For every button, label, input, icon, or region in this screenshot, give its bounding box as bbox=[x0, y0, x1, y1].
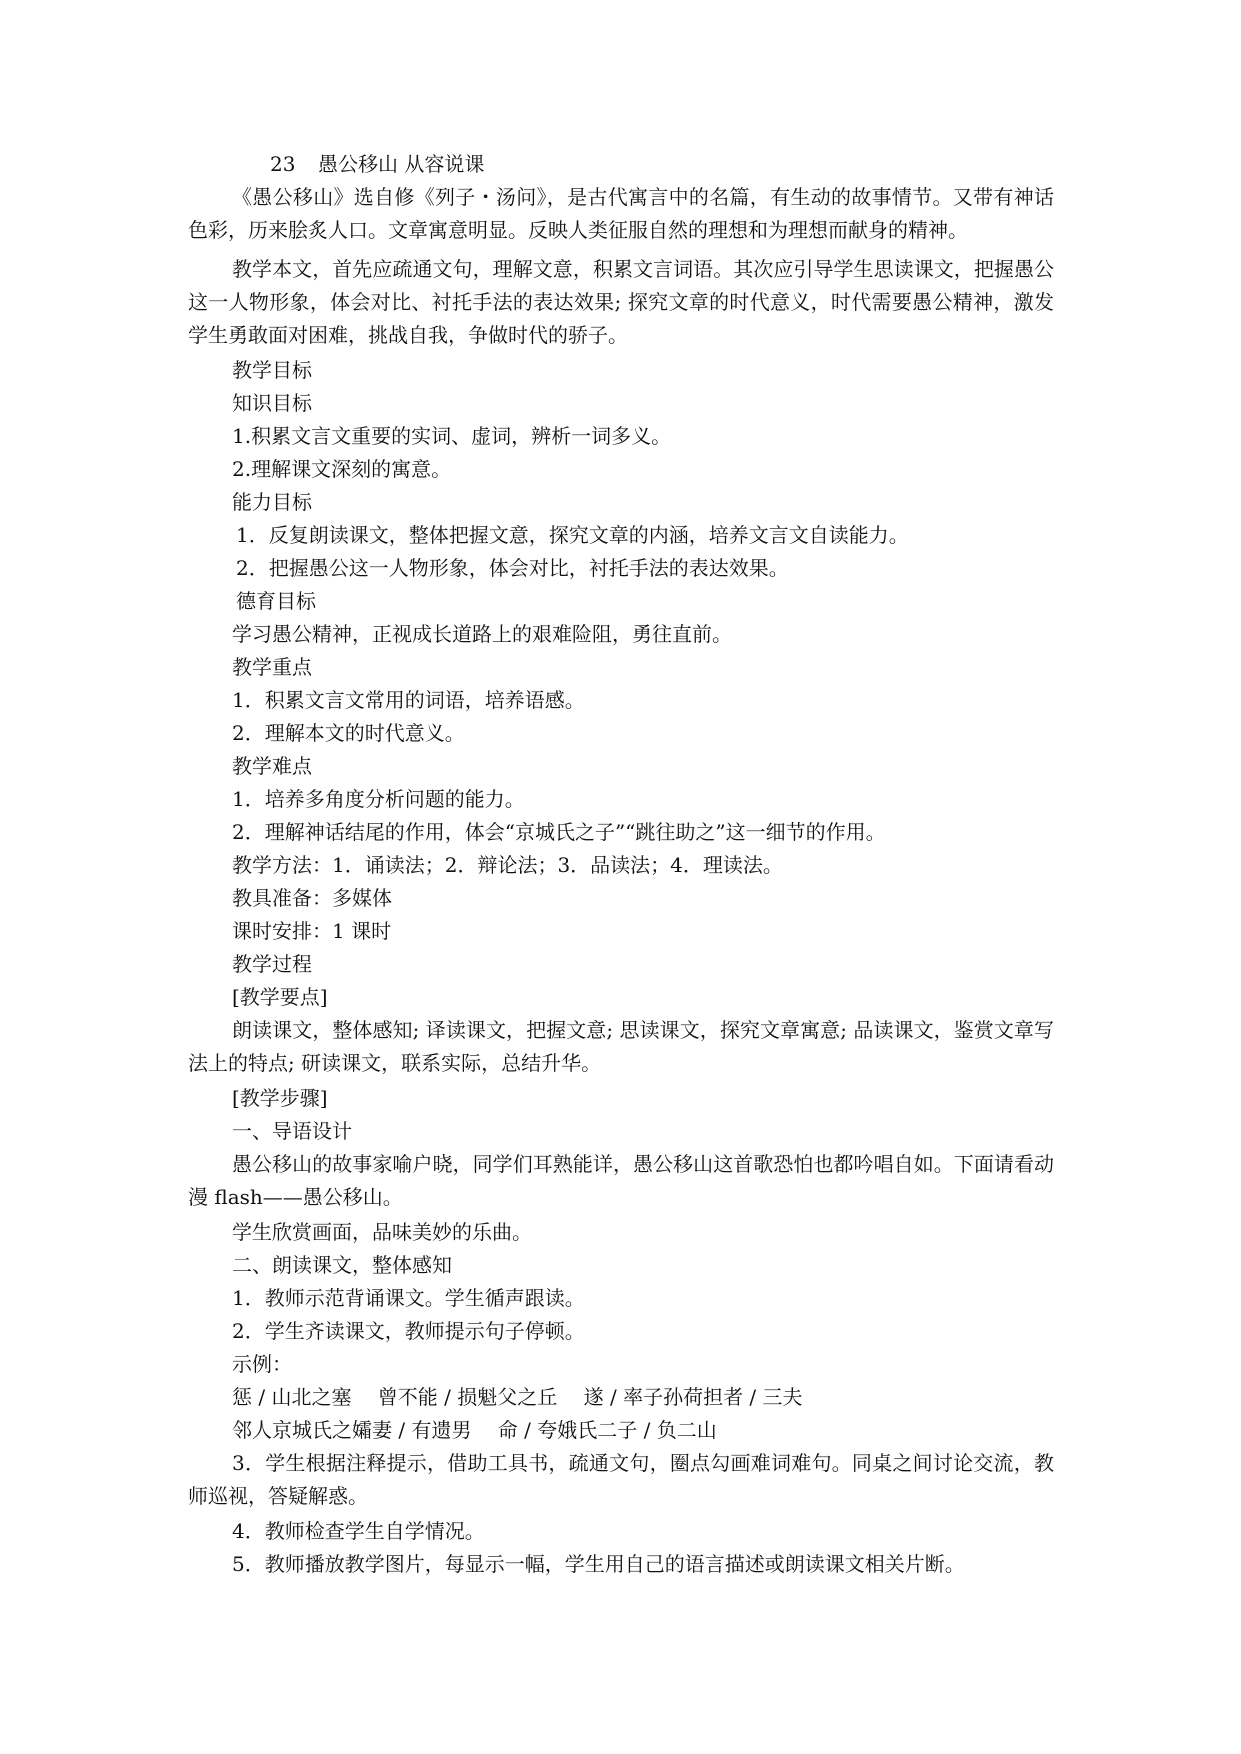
example-line: 惩 / 山北之塞 曾不能 / 损魁父之丘 遂 / 率子孙荷担者 / 三夫 bbox=[232, 1385, 803, 1409]
subsection-heading: 德育目标 bbox=[236, 589, 316, 613]
title-number: 23 bbox=[270, 152, 296, 176]
list-item: 3．学生根据注释提示，借助工具书，疏通文句，圈点勾画难词难句。同桌之间讨论交流，教师巡视，答疑解惑。 bbox=[188, 1451, 1054, 1508]
subsection-heading: 知识目标 bbox=[232, 391, 312, 415]
subsection-heading: [教学要点] bbox=[232, 985, 328, 1009]
teaching-tools: 教具准备：多媒体 bbox=[232, 886, 392, 910]
subsection-heading: 能力目标 bbox=[232, 490, 312, 514]
list-item: 1．反复朗读课文，整体把握文意，探究文章的内涵，培养文言文自读能力。 bbox=[236, 523, 909, 547]
step-heading: 二、朗读课文，整体感知 bbox=[232, 1253, 452, 1277]
step-heading: 一、导语设计 bbox=[232, 1119, 352, 1143]
list-item: 2．学生齐读课文，教师提示句子停顿。 bbox=[232, 1319, 585, 1343]
section-heading: 教学难点 bbox=[232, 754, 312, 778]
step-paragraph: 学生欣赏画面，品味美妙的乐曲。 bbox=[232, 1220, 532, 1244]
list-item: 2.理解课文深刻的寓意。 bbox=[232, 457, 452, 481]
example-line: 邻人京城氏之孀妻 / 有遗男 命 / 夸娥氏二子 / 负二山 bbox=[232, 1418, 717, 1442]
list-item: 学习愚公精神，正视成长道路上的艰难险阻，勇往直前。 bbox=[232, 622, 732, 646]
intro-paragraph: 《愚公移山》选自修《列子・汤问》，是古代寓言中的名篇，有生动的故事情节。又带有神话色彩，历来脍炙人口。文章寓意明显。反映人类征服自然的理想和为理想而献身的精神。 bbox=[188, 185, 1054, 242]
document-title bbox=[188, 148, 1054, 181]
list-item: 2．理解神话结尾的作用，体会“京城氏之子”“跳往助之”这一细节的作用。 bbox=[232, 820, 886, 844]
section-heading: 教学重点 bbox=[232, 655, 312, 679]
section-heading: 教学过程 bbox=[232, 952, 312, 976]
list-item: 1.积累文言文重要的实词、虚词，辨析一词多义。 bbox=[232, 424, 672, 448]
list-item: 5．教师播放教学图片，每显示一幅，学生用自己的语言描述或朗读课文相关片断。 bbox=[232, 1552, 965, 1576]
list-item: 2．理解本文的时代意义。 bbox=[232, 721, 465, 745]
list-item: 1．积累文言文常用的词语，培养语感。 bbox=[232, 688, 585, 712]
essentials-paragraph: 朗读课文，整体感知; 译读课文，把握文意; 思读课文，探究文章寓意; 品读课文，鉴赏文章写法上的特点; 研读课文，联系实际，总结升华。 bbox=[188, 1018, 1054, 1075]
teaching-methods: 教学方法：1．诵读法；2．辩论法；3．品读法；4．理读法。 bbox=[232, 853, 783, 877]
subsection-heading: [教学步骤] bbox=[232, 1086, 328, 1110]
list-item: 2．把握愚公这一人物形象，体会对比，衬托手法的表达效果。 bbox=[236, 556, 789, 580]
intro-paragraph: 教学本文，首先应疏通文句，理解文意，积累文言词语。其次应引导学生思读课文，把握愚公这一人物形象，体会对比、衬托手法的表达效果; 探究文章的时代意义，时代需要愚公精神，激发学生勇敢面对困难，挑战自我，争做时代的骄子。 bbox=[188, 257, 1054, 347]
list-item: 1．培养多角度分析问题的能力。 bbox=[232, 787, 525, 811]
list-item: 4．教师检查学生自学情况。 bbox=[232, 1519, 485, 1543]
step-paragraph: 愚公移山的故事家喻户晓，同学们耳熟能详，愚公移山这首歌恐怕也都吟唱自如。下面请看动漫 flash——愚公移山。 bbox=[188, 1152, 1054, 1209]
title-text: 愚公移山 从容说课 bbox=[318, 152, 485, 176]
list-item: 1．教师示范背诵课文。学生循声跟读。 bbox=[232, 1286, 585, 1310]
document-page bbox=[188, 148, 1054, 1581]
section-heading: 教学目标 bbox=[232, 358, 312, 382]
example-label: 示例： bbox=[232, 1352, 292, 1376]
class-schedule: 课时安排：1 课时 bbox=[232, 919, 392, 943]
